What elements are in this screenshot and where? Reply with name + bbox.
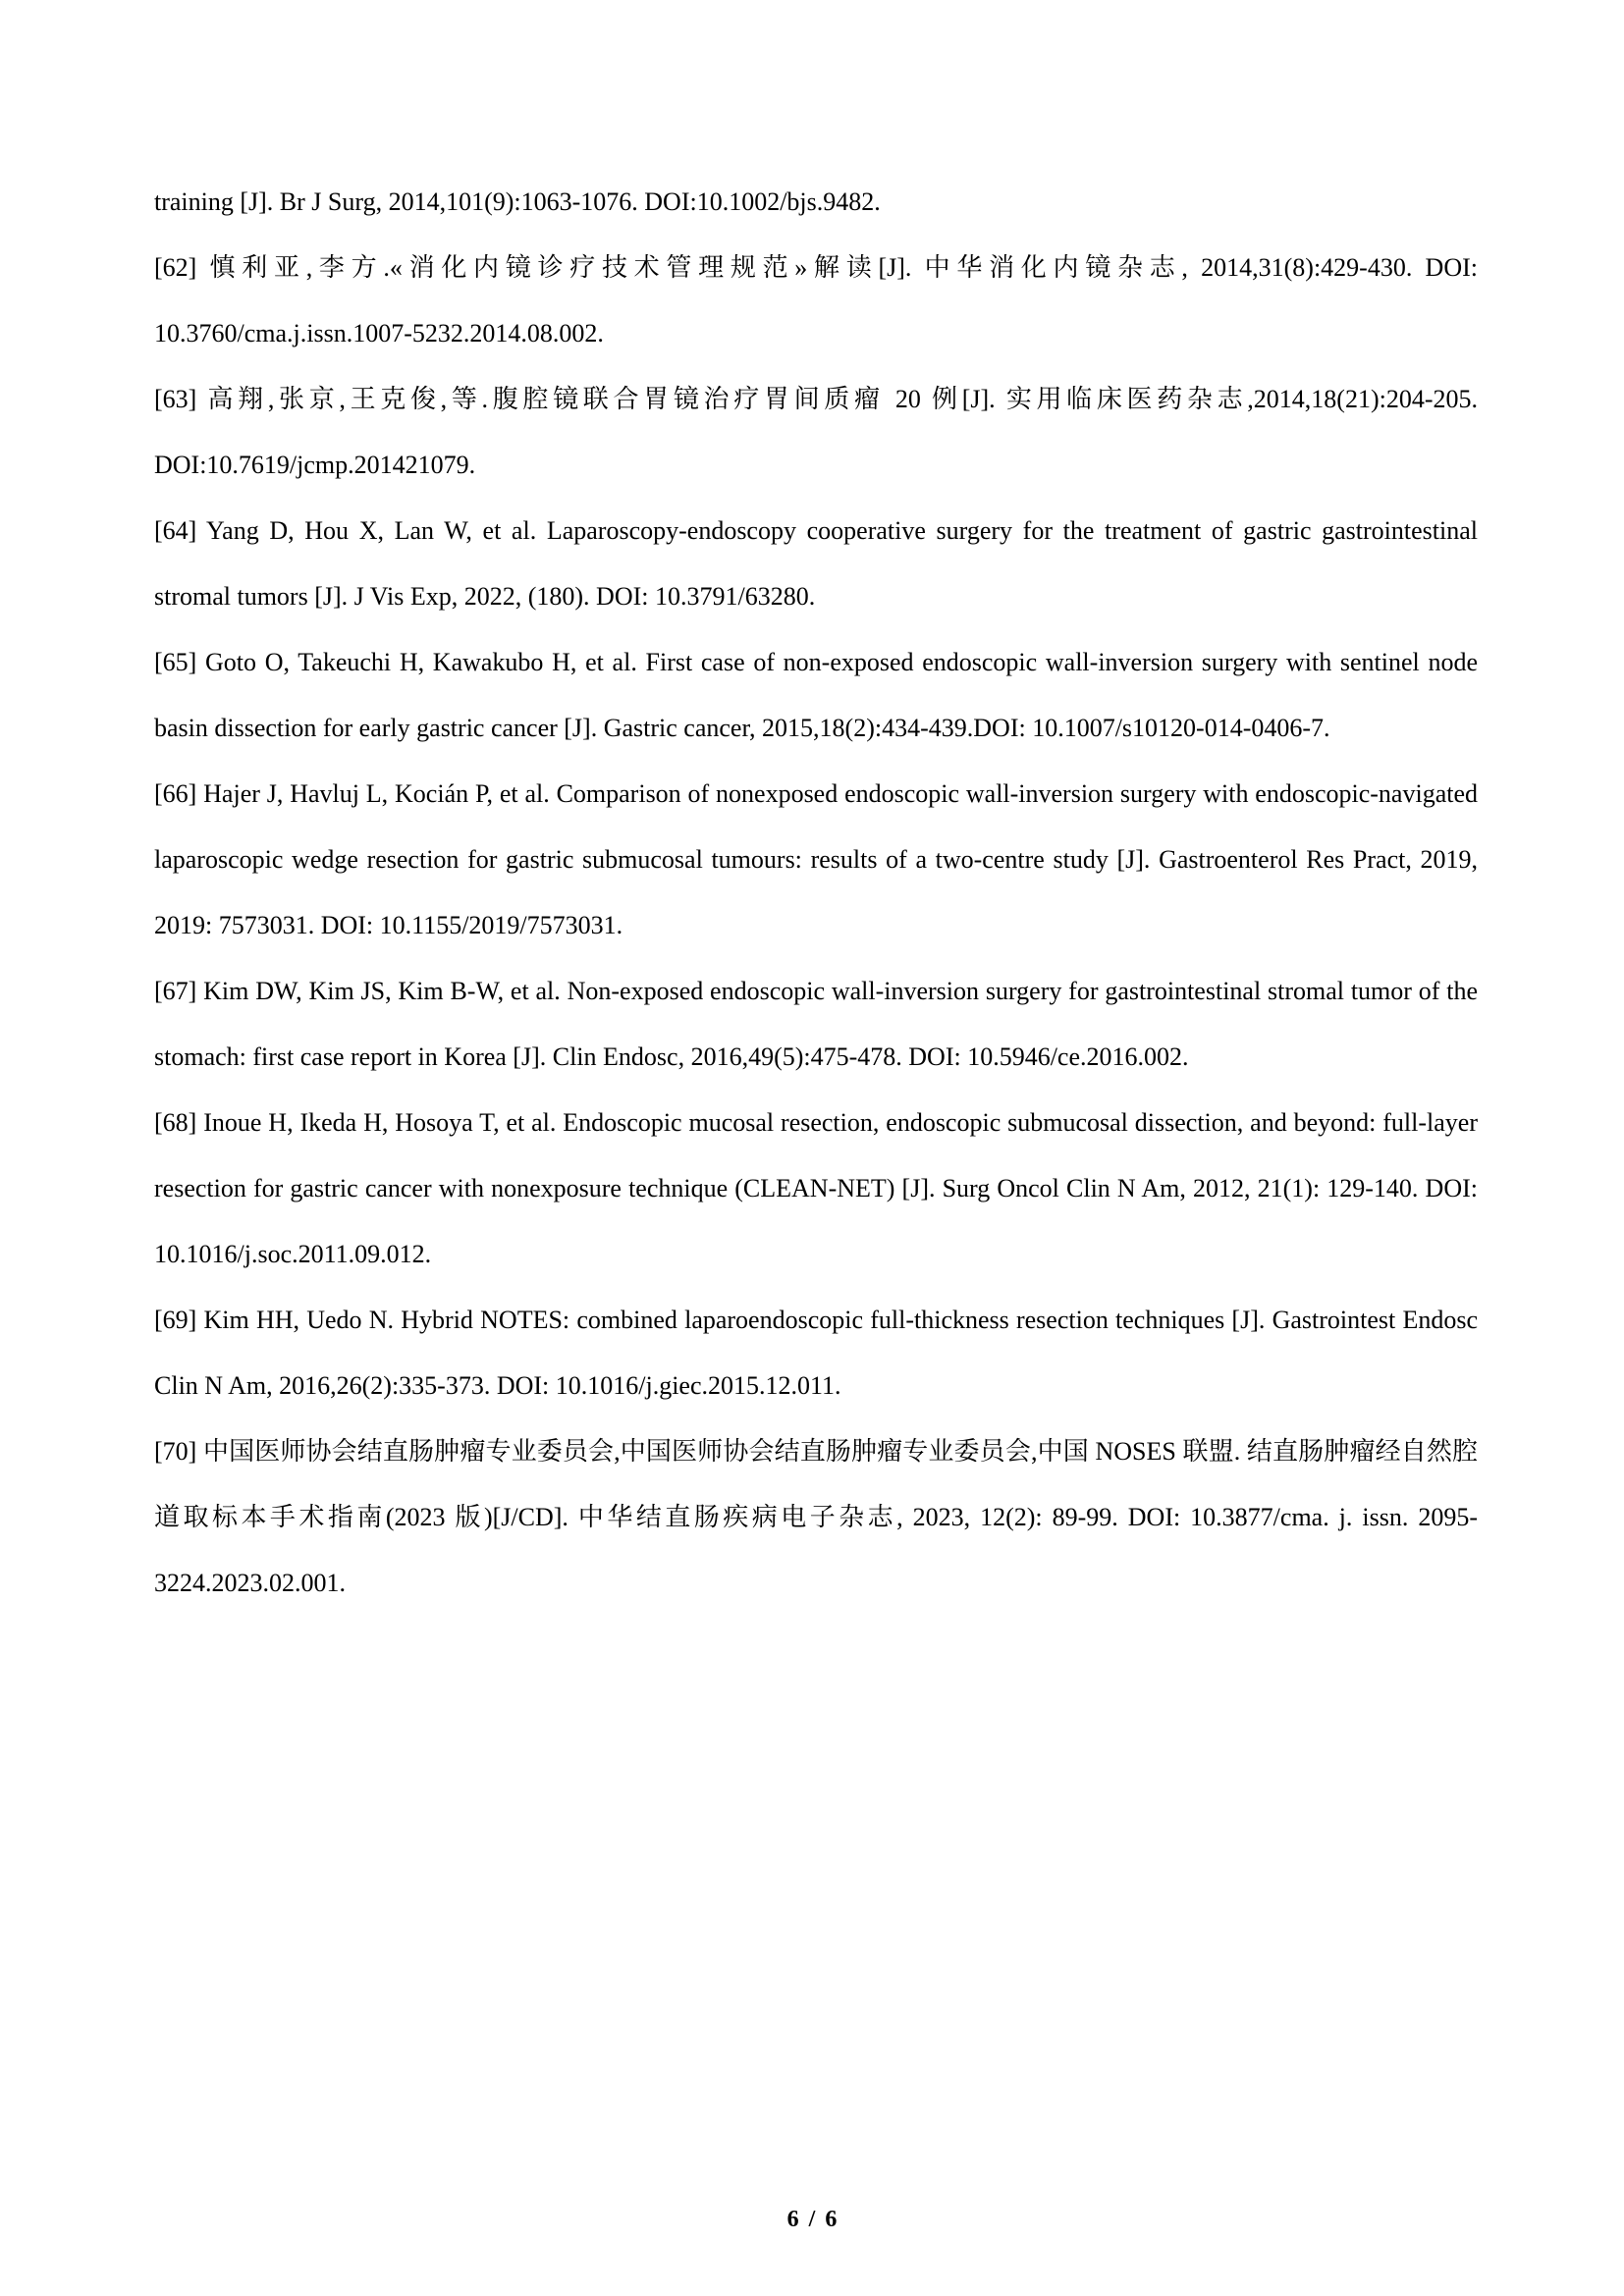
reference-item-66: [66] Hajer J, Havluj L, Kocián P, et al. Comparison of nonexposed endoscopic wall-inversion surgery with endoscopic-navigated laparoscopic wedge resection for gastric submucosal tumours: results of a two-centre study [J]. Gastroenterol Res Pract, 2019, 2019: 7573031. DOI: 10.1155/2019/7573031. <box>154 779 1478 939</box>
reference-item-68: [68] Inoue H, Ikeda H, Hosoya T, et al. Endoscopic mucosal resection, endoscopic submucosal dissection, and beyond: full-layer resection for gastric cancer with nonexposure technique (CLEAN-NET) [J]. Surg Oncol Clin N Am, 2012, 21(1): 129-140. DOI: 10.1016/j.soc.2011.09.012. <box>154 1108 1478 1268</box>
reference-item-65: [65] Goto O, Takeuchi H, Kawakubo H, et al. First case of non-exposed endoscopic wall-inversion surgery with sentinel node basin dissection for early gastric cancer [J]. Gastric cancer, 2015,18(2):434-439.DOI: 10.1007/s10120-014-0406-7. <box>154 648 1478 742</box>
reference-item-62: [62] 慎利亚,李方.«消化内镜诊疗技术管理规范»解读[J]. 中华消化内镜杂志, 2014,31(8):429-430. DOI: 10.3760/cma.j.issn.1007-5232.2014.08.002. <box>154 253 1478 347</box>
total-page-count: 6 <box>825 2207 838 2232</box>
current-page-number: 6 <box>786 2207 799 2232</box>
reference-list <box>154 169 1478 1616</box>
page-separator: / <box>808 2207 816 2232</box>
reference-item-61-continued: training [J]. Br J Surg, 2014,101(9):1063-1076. DOI:10.1002/bjs.9482. <box>154 187 881 216</box>
page-number-footer <box>0 2207 1624 2233</box>
reference-item-63: [63] 高翔,张京,王克俊,等.腹腔镜联合胃镜治疗胃间质瘤 20 例[J]. 实用临床医药杂志,2014,18(21):204-205. DOI:10.7619/jcmp.201421079. <box>154 385 1478 479</box>
reference-item-67: [67] Kim DW, Kim JS, Kim B-W, et al. Non-exposed endoscopic wall-inversion surgery for gastrointestinal stromal tumor of the stomach: first case report in Korea [J]. Clin Endosc, 2016,49(5):475-478. DOI: 10.5946/ce.2016.002. <box>154 977 1478 1071</box>
reference-item-69: [69] Kim HH, Uedo N. Hybrid NOTES: combined laparoendoscopic full-thickness resection techniques [J]. Gastrointest Endosc Clin N Am, 2016,26(2):335-373. DOI: 10.1016/j.giec.2015.12.011. <box>154 1306 1478 1400</box>
reference-item-64: [64] Yang D, Hou X, Lan W, et al. Laparoscopy-endoscopy cooperative surgery for the treatment of gastric gastrointestinal stromal tumors [J]. J Vis Exp, 2022, (180). DOI: 10.3791/63280. <box>154 516 1478 611</box>
reference-item-70: [70] 中国医师协会结直肠肿瘤专业委员会,中国医师协会结直肠肿瘤专业委员会,中国 NOSES 联盟. 结直肠肿瘤经自然腔道取标本手术指南(2023 版)[J/CD]. 中华结直肠疾病电子杂志, 2023, 12(2): 89-99. DOI: 10.3877/cma. j. issn. 2095-3224.2023.02.001. <box>154 1437 1478 1597</box>
